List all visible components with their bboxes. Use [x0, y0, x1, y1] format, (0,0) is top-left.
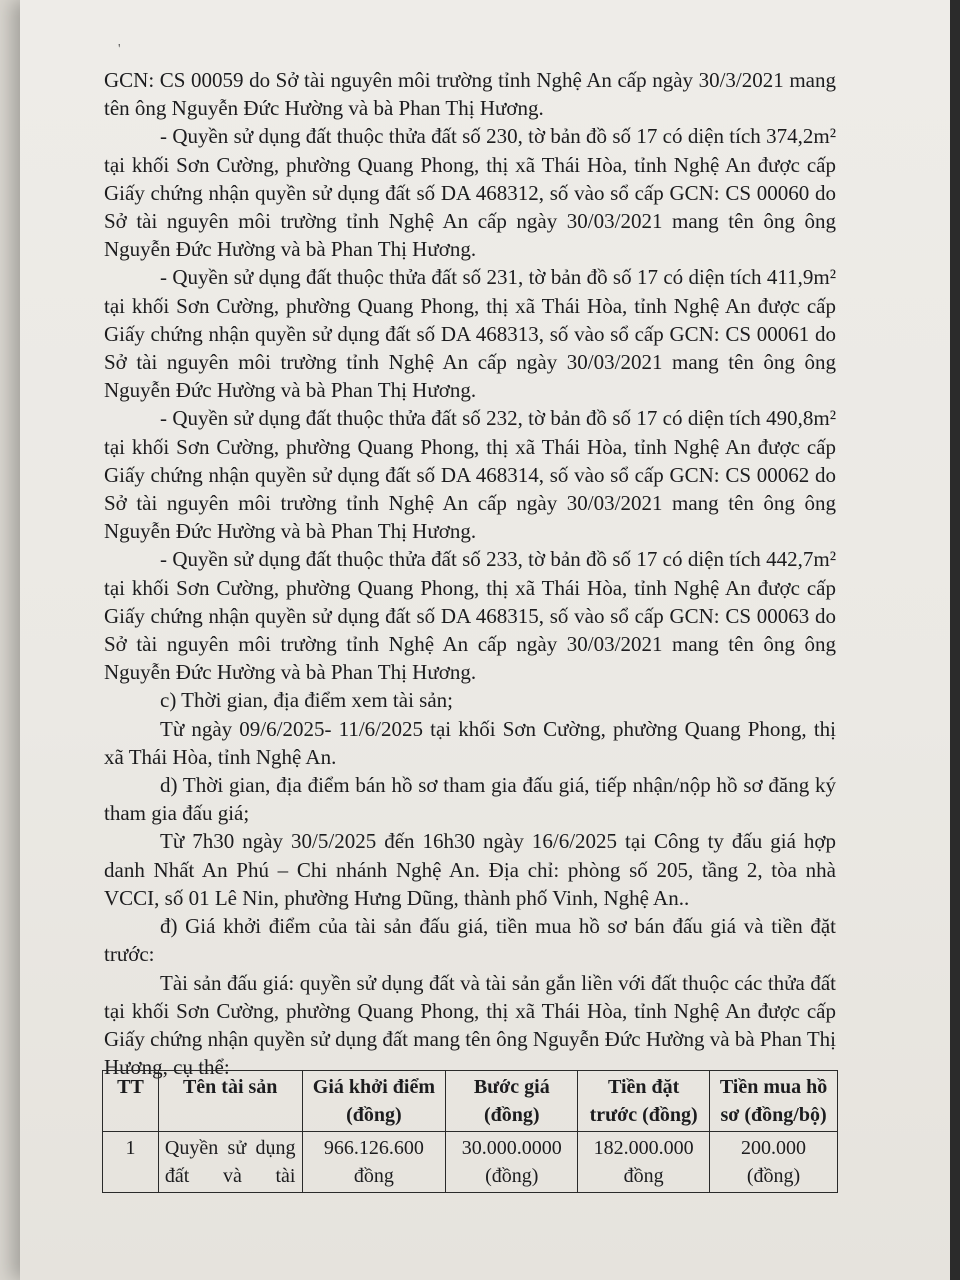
- header-asset-name: Tên tài sản: [158, 1071, 302, 1132]
- section-c-body: Từ ngày 09/6/2025- 11/6/2025 tại khối Sơn Cường, phường Quang Phong, thị xã Thái Hòa, tỉnh Nghệ An.: [104, 716, 836, 769]
- header-tt: TT: [103, 1071, 159, 1132]
- cell-deposit: 182.000.000 đồng: [578, 1132, 710, 1193]
- paragraph-plot-231: - Quyền sử dụng đất thuộc thửa đất số 231, tờ bản đồ số 17 có diện tích 411,9m² tại khối Sơn Cường, phường Quang Phong, thị xã Thái Hòa, tỉnh Nghệ An được cấp Giấy chứng nhận quyền sử dụng đất số DA 468313, số vào sổ cấp GCN: CS 00061 do Sở tài nguyên môi trường tỉnh Nghệ An cấp ngày 30/03/2021 mang tên ông ông Nguyễn Đức Hường và bà Phan Thị Hương.: [104, 265, 836, 403]
- page-mark: ': [118, 42, 121, 57]
- header-bid-step: Bước giá (đồng): [446, 1071, 578, 1132]
- section-d-heading: d) Thời gian, địa điểm bán hồ sơ tham gia đấu giá, tiếp nhận/nộp hồ sơ đăng ký tham gia đấu giá;: [104, 773, 836, 826]
- background-edge: [950, 0, 960, 1280]
- paragraph-gcn-00059: GCN: CS 00059 do Sở tài nguyên môi trường tỉnh Nghệ An cấp ngày 30/3/2021 mang tên ông Nguyễn Đức Hường và bà Phan Thị Hương.: [104, 68, 836, 121]
- cell-asset-name: Quyền sử dụng đất và tài: [158, 1132, 302, 1193]
- table-row: [103, 1132, 838, 1193]
- paragraph-plot-230: - Quyền sử dụng đất thuộc thửa đất số 230, tờ bản đồ số 17 có diện tích 374,2m² tại khối Sơn Cường, phường Quang Phong, thị xã Thái Hòa, tỉnh Nghệ An được cấp Giấy chứng nhận quyền sử dụng đất số DA 468312, số vào sổ cấp GCN: CS 00060 do Sở tài nguyên môi trường tỉnh Nghệ An cấp ngày 30/03/2021 mang tên ông ông Nguyễn Đức Hường và bà Phan Thị Hương.: [104, 124, 836, 262]
- cell-dossier-fee: 200.000 (đồng): [710, 1132, 838, 1193]
- section-c-heading: c) Thời gian, địa điểm xem tài sản;: [160, 688, 453, 713]
- cell-bid-step: 30.000.0000 (đồng): [446, 1132, 578, 1193]
- table-header-row: [103, 1071, 838, 1132]
- section-dd-body: Tài sản đấu giá: quyền sử dụng đất và tài sản gắn liền với đất thuộc các thửa đất tại khối Sơn Cường, phường Quang Phong, thị xã Thái Hòa, tỉnh Nghệ An được cấp Giấy chứng nhận quyền sử dụng đất mang tên ông Nguyễn Đức Hường và bà Phan Thị Hương, cụ thể:: [104, 970, 836, 1080]
- section-dd-heading: đ) Giá khởi điểm của tài sản đấu giá, tiền mua hồ sơ bán đấu giá và tiền đặt trước:: [104, 914, 836, 967]
- cell-tt: 1: [103, 1132, 159, 1193]
- header-starting-price: Giá khởi điểm (đồng): [302, 1071, 446, 1132]
- paragraph-plot-233: - Quyền sử dụng đất thuộc thửa đất số 233, tờ bản đồ số 17 có diện tích 442,7m² tại khối Sơn Cường, phường Quang Phong, thị xã Thái Hòa, tỉnh Nghệ An được cấp Giấy chứng nhận quyền sử dụng đất số DA 468315, số vào sổ cấp GCN: CS 00063 do Sở tài nguyên môi trường tỉnh Nghệ An cấp ngày 30/03/2021 mang tên ông ông Nguyễn Đức Hường và bà Phan Thị Hương.: [104, 547, 836, 685]
- section-d-body: Từ 7h30 ngày 30/5/2025 đến 16h30 ngày 16/6/2025 tại Công ty đấu giá hợp danh Nhất An Phú – Chi nhánh Nghệ An. Địa chỉ: phòng số 205, tầng 2, tòa nhà VCCI, số 01 Lê Nin, phường Hưng Dũng, thành phố Vinh, Nghệ An..: [104, 829, 836, 910]
- header-deposit: Tiền đặt trước (đồng): [578, 1071, 710, 1132]
- cell-starting-price: 966.126.600 đồng: [302, 1132, 446, 1193]
- asset-price-table: [102, 1070, 838, 1193]
- document-page: [20, 0, 950, 1280]
- header-dossier-fee: Tiền mua hồ sơ (đồng/bộ): [710, 1071, 838, 1132]
- paragraph-plot-232: - Quyền sử dụng đất thuộc thửa đất số 232, tờ bản đồ số 17 có diện tích 490,8m² tại khối Sơn Cường, phường Quang Phong, thị xã Thái Hòa, tỉnh Nghệ An được cấp Giấy chứng nhận quyền sử dụng đất số DA 468314, số vào sổ cấp GCN: CS 00062 do Sở tài nguyên môi trường tỉnh Nghệ An cấp ngày 30/03/2021 mang tên ông ông Nguyễn Đức Hường và bà Phan Thị Hương.: [104, 406, 836, 544]
- document-body: [104, 66, 836, 1081]
